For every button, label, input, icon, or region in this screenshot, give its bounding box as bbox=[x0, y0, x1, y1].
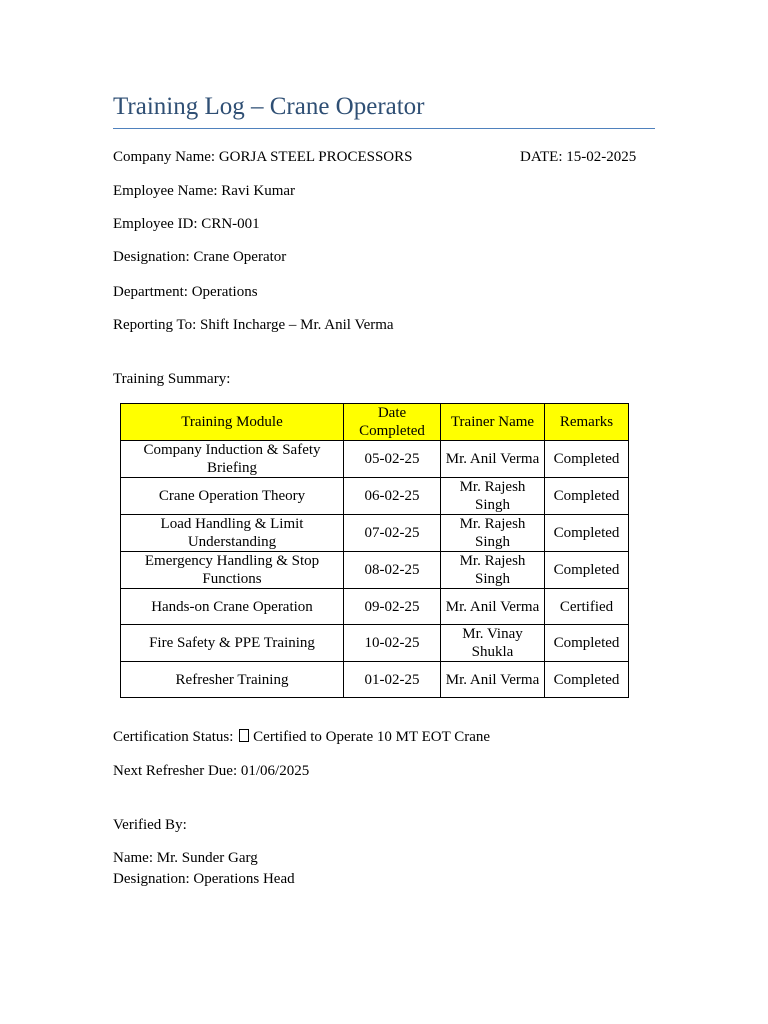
column-header-module: Training Module bbox=[121, 404, 344, 441]
verifier-name: Name: Mr. Sunder Garg bbox=[113, 850, 258, 866]
trainer-cell: Mr. Rajesh Singh bbox=[441, 478, 545, 515]
module-cell: Emergency Handling & Stop Functions bbox=[121, 552, 344, 589]
remarks-cell: Certified bbox=[545, 589, 629, 625]
trainer-cell: Mr. Anil Verma bbox=[441, 589, 545, 625]
trainer-cell: Mr. Vinay Shukla bbox=[441, 625, 545, 662]
date-cell: 09-02-25 bbox=[344, 589, 441, 625]
trainer-cell: Mr. Rajesh Singh bbox=[441, 515, 545, 552]
designation: Designation: Crane Operator bbox=[113, 249, 287, 265]
date-cell: 07-02-25 bbox=[344, 515, 441, 552]
remarks-cell: Completed bbox=[545, 478, 629, 515]
checkbox-icon bbox=[239, 729, 249, 742]
column-header-trainer: Trainer Name bbox=[441, 404, 545, 441]
module-cell: Refresher Training bbox=[121, 662, 344, 698]
certification-status bbox=[113, 728, 490, 746]
remarks-cell: Completed bbox=[545, 662, 629, 698]
module-cell: Company Induction & Safety Briefing bbox=[121, 441, 344, 478]
remarks-cell: Completed bbox=[545, 441, 629, 478]
table-row bbox=[121, 552, 629, 589]
page-title: Training Log – Crane Operator bbox=[113, 93, 425, 120]
module-cell: Fire Safety & PPE Training bbox=[121, 625, 344, 662]
reporting-to: Reporting To: Shift Incharge – Mr. Anil Verma bbox=[113, 317, 394, 333]
trainer-cell: Mr. Anil Verma bbox=[441, 662, 545, 698]
table-row bbox=[121, 625, 629, 662]
verifier-designation: Designation: Operations Head bbox=[113, 871, 295, 887]
verified-by-heading: Verified By: bbox=[113, 817, 187, 833]
employee-name: Employee Name: Ravi Kumar bbox=[113, 183, 296, 199]
table-row bbox=[121, 441, 629, 478]
certification-label: Certification Status: bbox=[113, 729, 234, 745]
table-row bbox=[121, 589, 629, 625]
trainer-cell: Mr. Rajesh Singh bbox=[441, 552, 545, 589]
column-header-date: Date Completed bbox=[344, 404, 441, 441]
date-cell: 06-02-25 bbox=[344, 478, 441, 515]
employee-id: Employee ID: CRN-001 bbox=[113, 216, 260, 232]
module-cell: Load Handling & Limit Understanding bbox=[121, 515, 344, 552]
module-cell: Crane Operation Theory bbox=[121, 478, 344, 515]
company-name: Company Name: GORJA STEEL PROCESSORS bbox=[113, 149, 413, 165]
table-row bbox=[121, 478, 629, 515]
department: Department: Operations bbox=[113, 284, 258, 300]
training-summary-heading: Training Summary: bbox=[113, 371, 231, 387]
remarks-cell: Completed bbox=[545, 552, 629, 589]
table-row bbox=[121, 515, 629, 552]
title-divider bbox=[113, 128, 655, 129]
date-cell: 01-02-25 bbox=[344, 662, 441, 698]
training-summary-table bbox=[120, 403, 629, 698]
remarks-cell: Completed bbox=[545, 515, 629, 552]
remarks-cell: Completed bbox=[545, 625, 629, 662]
table-row bbox=[121, 662, 629, 698]
module-cell: Hands-on Crane Operation bbox=[121, 589, 344, 625]
date-cell: 05-02-25 bbox=[344, 441, 441, 478]
column-header-remarks: Remarks bbox=[545, 404, 629, 441]
next-refresher-due: Next Refresher Due: 01/06/2025 bbox=[113, 763, 310, 779]
trainer-cell: Mr. Anil Verma bbox=[441, 441, 545, 478]
table-header-row bbox=[121, 404, 629, 441]
date-cell: 08-02-25 bbox=[344, 552, 441, 589]
document-date: DATE: 15-02-2025 bbox=[520, 149, 637, 165]
date-cell: 10-02-25 bbox=[344, 625, 441, 662]
certification-value: Certified to Operate 10 MT EOT Crane bbox=[253, 729, 491, 745]
